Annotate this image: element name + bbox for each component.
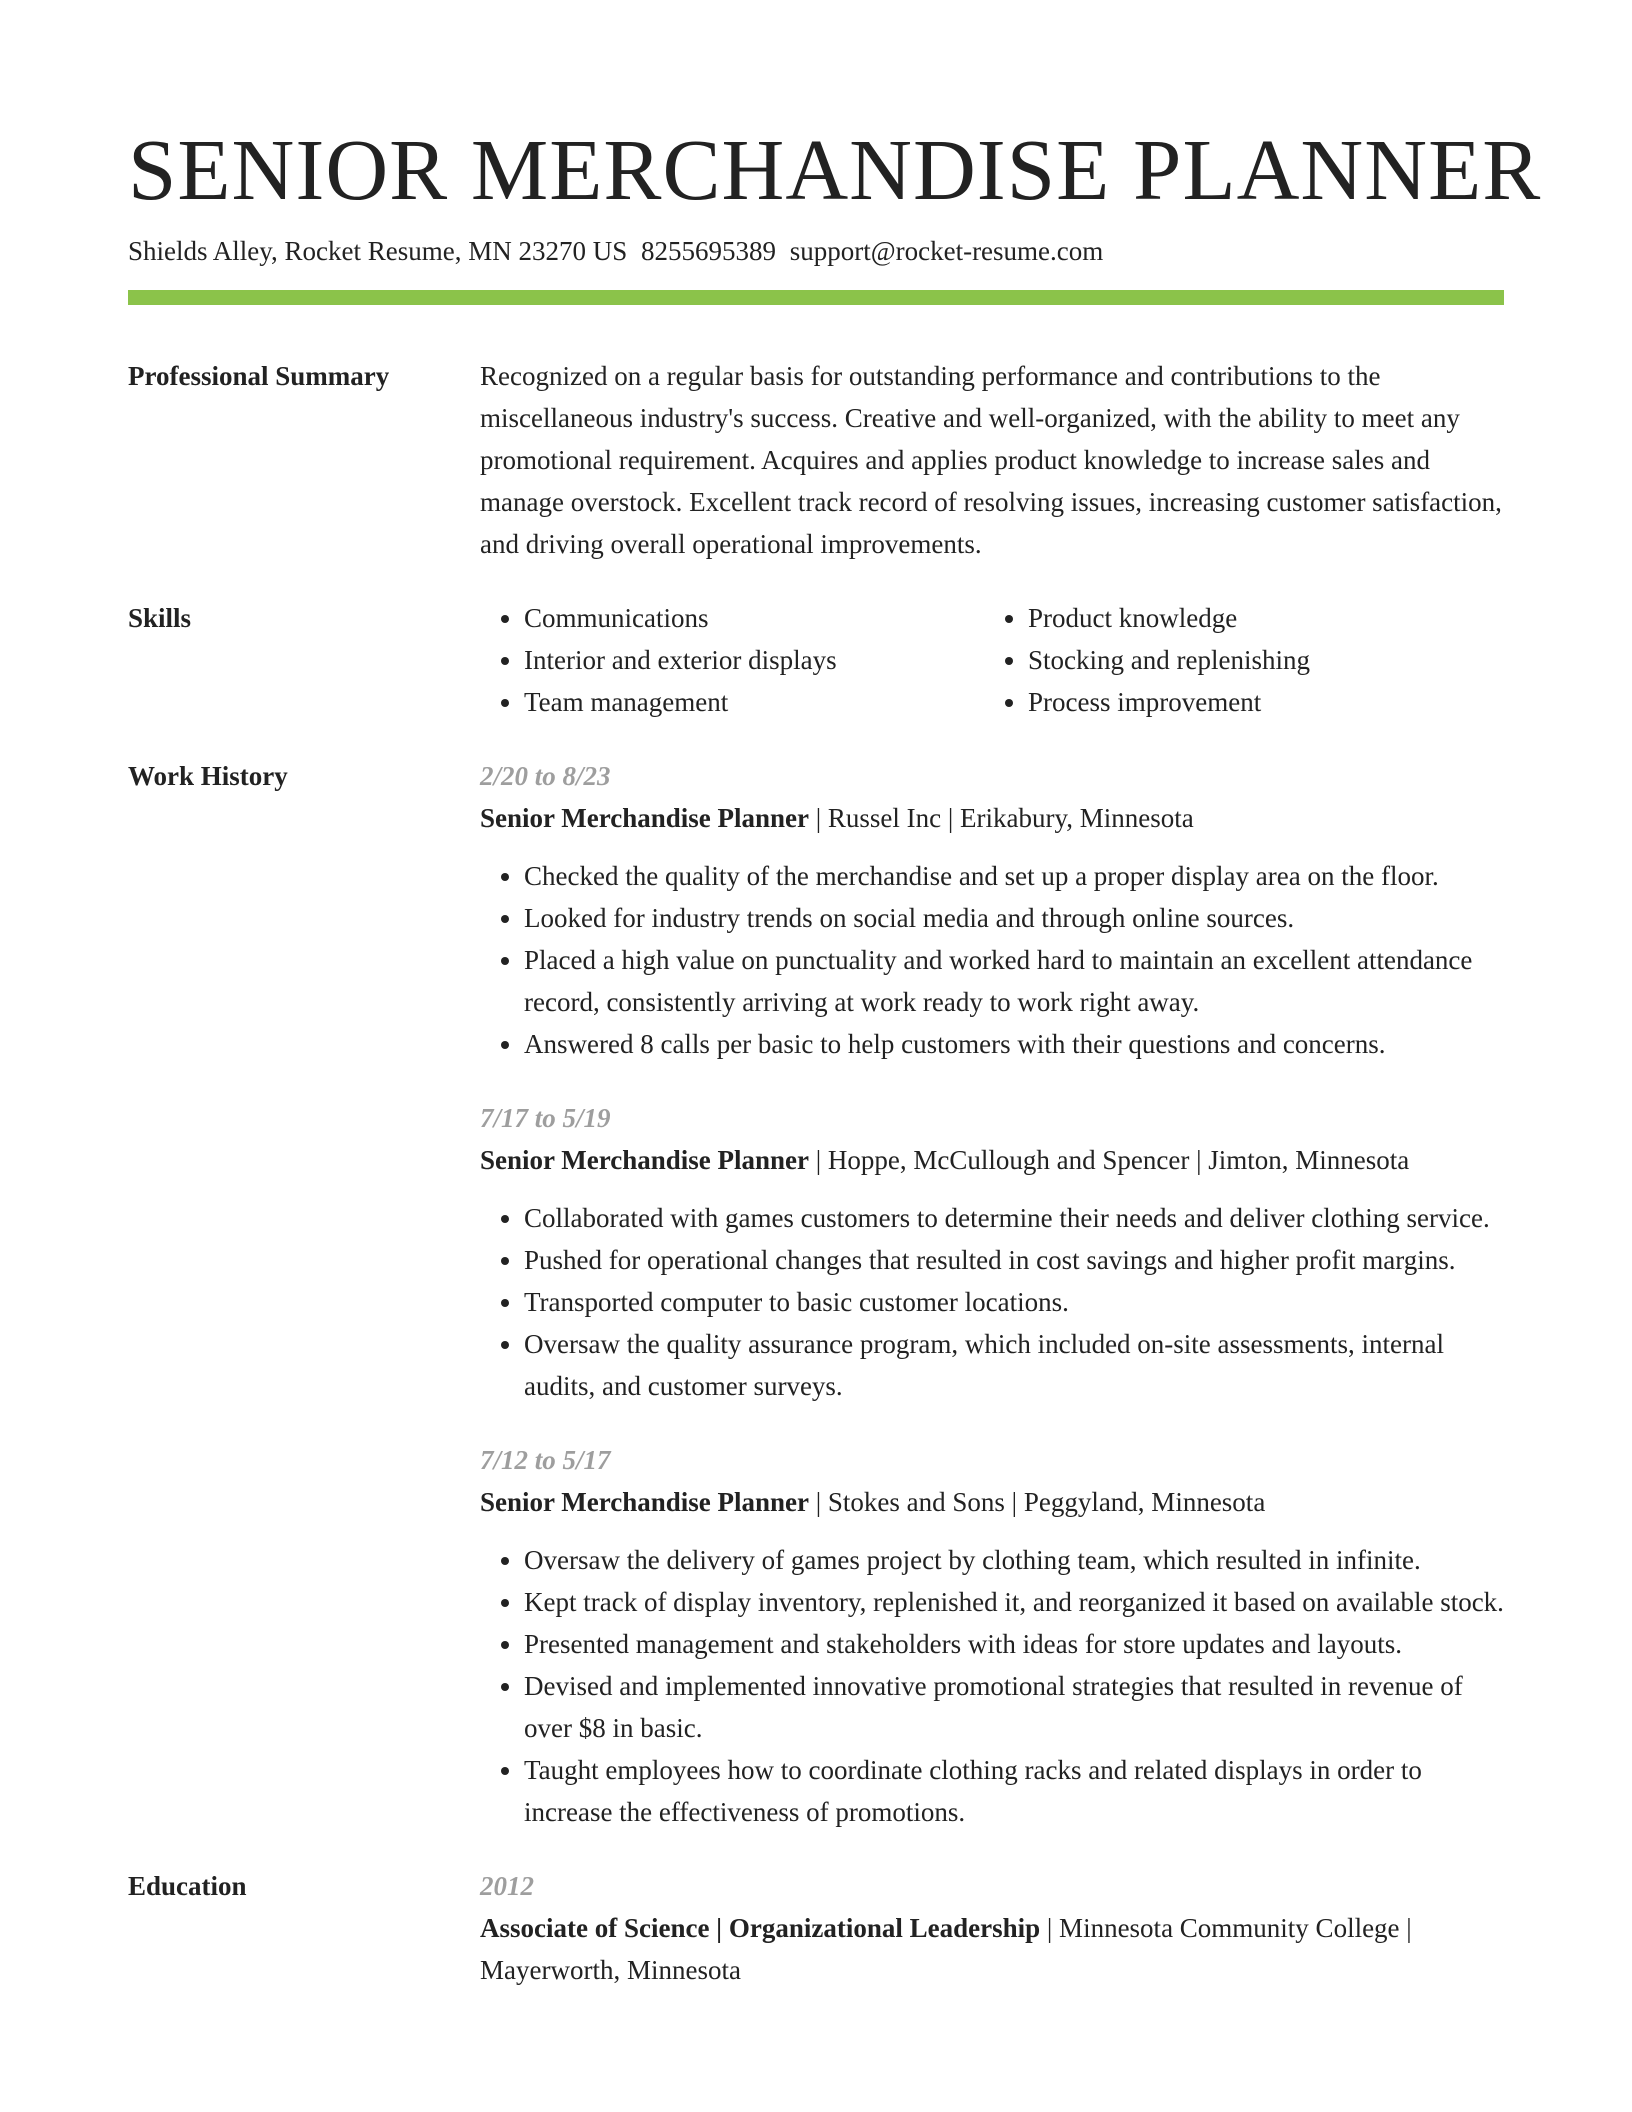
job-bullets (480, 1197, 1504, 1407)
work-history-entries (480, 755, 1504, 1833)
skill-item: • Interior and exterior displays (524, 639, 984, 681)
accent-divider (128, 290, 1504, 305)
job-bullets (480, 855, 1504, 1065)
job-bullet: • Oversaw the quality assurance program, which included on-site assessments, internal audits, and customer surveys. (524, 1323, 1504, 1407)
job-bullet: • Devised and implemented innovative promotional strategies that resulted in revenue of over $8 in basic. (524, 1665, 1504, 1749)
section-label-skills: Skills (128, 603, 192, 633)
section-label-work-history: Work History (128, 761, 288, 791)
contact-phone: 8255695389 (641, 236, 776, 266)
job-bullet: • Looked for industry trends on social media and through online sources. (524, 897, 1504, 939)
job-bullet: • Answered 8 calls per basic to help customers with their questions and concerns. (524, 1023, 1504, 1065)
skill-item: • Product knowledge (1028, 597, 1488, 639)
job-heading (480, 1481, 1504, 1523)
job-bullet: • Checked the quality of the merchandise and set up a proper display area on the floor. (524, 855, 1504, 897)
contact-line (128, 234, 1504, 268)
education-year: 2012 (480, 1871, 534, 1901)
job-bullet: • Placed a high value on punctuality and worked hard to maintain an excellent attendance record, consistently arriving at work ready to work right away. (524, 939, 1504, 1023)
job-bullet: • Pushed for operational changes that resulted in cost savings and higher profit margins. (524, 1239, 1504, 1281)
work-history-section (128, 755, 1504, 1833)
resume-page (128, 0, 1542, 1991)
job-dates: 2/20 to 8/23 (480, 761, 611, 791)
job-dates: 7/17 to 5/19 (480, 1103, 611, 1133)
resume-title: SENIOR MERCHANDISE PLANNER (128, 121, 1542, 218)
skill-item: • Process improvement (1028, 681, 1488, 723)
job-title: Senior Merchandise Planner (480, 1145, 809, 1175)
job-bullet: • Oversaw the delivery of games project by clothing team, which resulted in infinite. (524, 1539, 1504, 1581)
skills-section (128, 597, 1504, 723)
education-entry (480, 1865, 1504, 1991)
education-school-location: | Minnesota Community College | Mayerworth, Minnesota (480, 1913, 1412, 1985)
job-heading (480, 797, 1504, 839)
section-label-summary: Professional Summary (128, 361, 390, 391)
contact-email[interactable]: support@rocket-resume.com (789, 236, 1104, 266)
job-company-location: | Russel Inc | Erikabury, Minnesota (809, 803, 1194, 833)
job-entry (480, 755, 1504, 1065)
skill-item: • Stocking and replenishing (1028, 639, 1488, 681)
summary-section (128, 355, 1504, 565)
job-bullet: • Transported computer to basic customer locations. (524, 1281, 1504, 1323)
skills-column-1 (480, 597, 984, 723)
job-bullet: • Collaborated with games customers to determine their needs and deliver clothing service. (524, 1197, 1504, 1239)
job-entry (480, 1097, 1504, 1407)
job-entry (480, 1439, 1504, 1833)
job-bullet: • Presented management and stakeholders with ideas for store updates and layouts. (524, 1623, 1504, 1665)
education-heading (480, 1907, 1504, 1991)
job-title: Senior Merchandise Planner (480, 1487, 809, 1517)
job-title: Senior Merchandise Planner (480, 803, 809, 833)
summary-text: Recognized on a regular basis for outstanding performance and contributions to the miscellaneous industry's success. Creative and well-organized, with the ability to meet any promotional requirement. Acquires and applies product knowledge to increase sales and manage overstock. Excellent track record of resolving issues, increasing customer satisfaction, and driving overall operational improvements. (480, 361, 1502, 559)
education-section (128, 1865, 1504, 1991)
job-company-location: | Stokes and Sons | Peggyland, Minnesota (809, 1487, 1266, 1517)
skill-item: • Team management (524, 681, 984, 723)
skills-columns (480, 597, 1504, 723)
education-degree: Associate of Science | Organizational Leadership (480, 1913, 1041, 1943)
job-bullets (480, 1539, 1504, 1833)
job-heading (480, 1139, 1504, 1181)
skills-column-2 (984, 597, 1488, 723)
job-bullet: • Kept track of display inventory, replenished it, and reorganized it based on available stock. (524, 1581, 1504, 1623)
section-label-education: Education (128, 1871, 247, 1901)
job-bullet: • Taught employees how to coordinate clothing racks and related displays in order to increase the effectiveness of promotions. (524, 1749, 1504, 1833)
contact-address: Shields Alley, Rocket Resume, MN 23270 US (128, 236, 628, 266)
skill-item: • Communications (524, 597, 984, 639)
job-dates: 7/12 to 5/17 (480, 1445, 611, 1475)
job-company-location: | Hoppe, McCullough and Spencer | Jimton, Minnesota (809, 1145, 1410, 1175)
